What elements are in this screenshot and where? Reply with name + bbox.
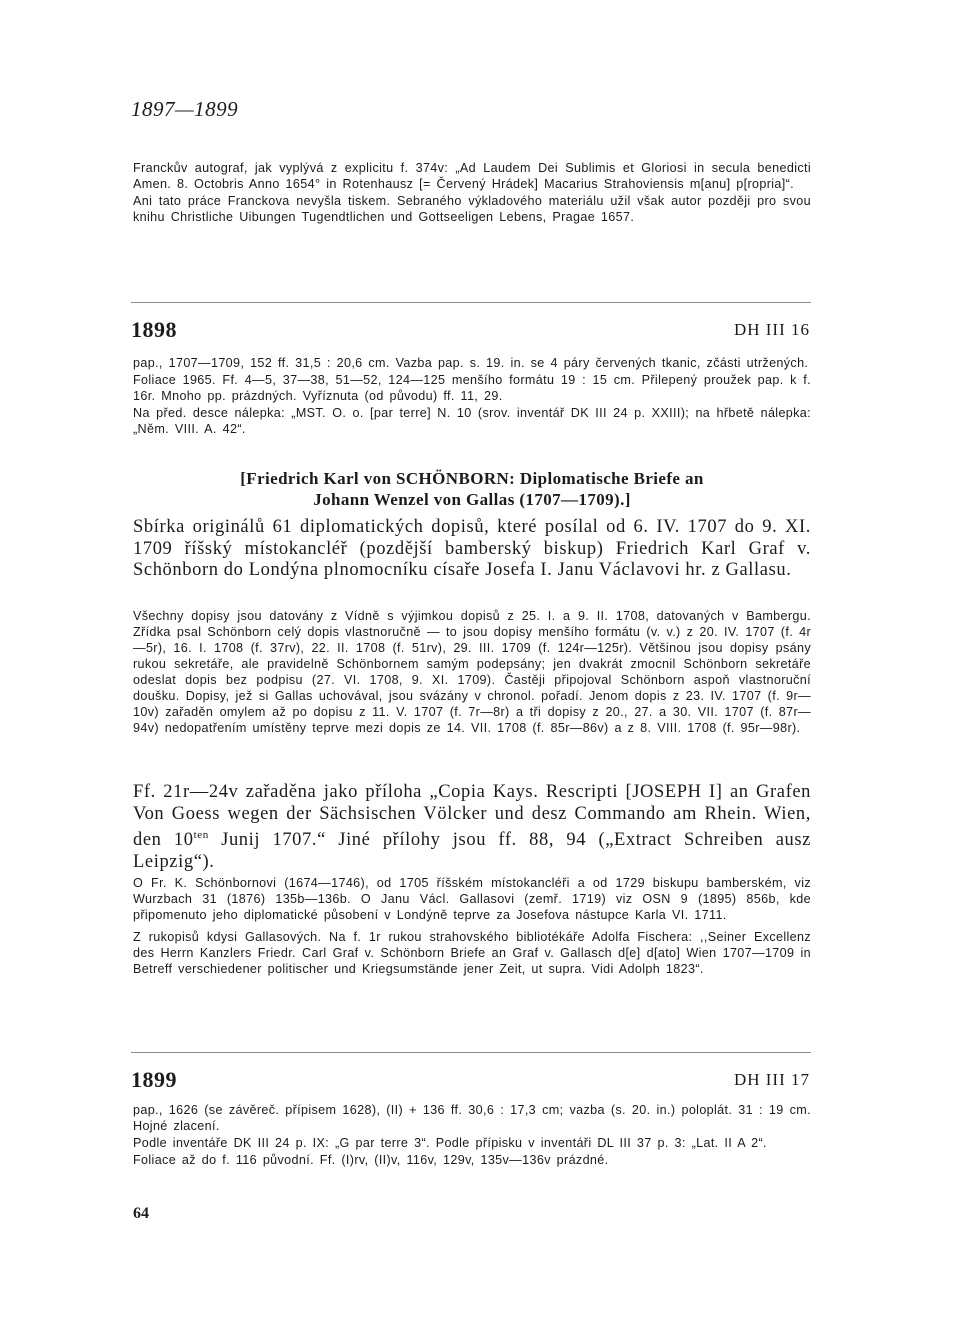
description-paragraph: Foliace až do f. 116 původní. Ff. (I)rv, (II)v, 116v, 129v, 135v—136v prázdné. [133,1153,609,1167]
notes-1898 [133,875,811,977]
intro-paragraph: Ani tato práce Franckova nevyšla tiskem. Sebraného výkladového materiálu užil však autor později pro svou knihu Christliche Uibungen Tugendtlichen und Gottseeligen Lebens, Pragae 1657. [133,194,811,224]
page-number: 64 [133,1205,149,1222]
description-paragraph: Na před. desce nálepka: „MST. O. o. [par terre] N. 10 (srov. inventář DK III 24 p. XXIII); na hřbetě nálepka: „Něm. VIII. A. 42“. [133,406,811,436]
description-1899 [133,1102,811,1168]
entry-title-line: [Friedrich Karl von SCHÖNBORN: Diplomatische Briefe an [240,469,704,488]
biography-note: O Fr. K. Schönbornovi (1674—1746), od 1705 říšském místokancléři a od 1729 biskupu bamberském, viz Wurzbach 31 (1876) 135b—136b. O Janu Václ. Gallasovi (zemř. 1719) viz OSN 9 (1895) 856b, kde připomenuto jeho diplomatické působení v Londýně teprve za Josefova nástupce Karla VI. 1711. [133,876,811,922]
appendix-1898 [133,782,811,873]
description-1898 [133,355,811,437]
appendix-text: Junij 1707.“ Jiné přílohy jsou ff. 88, 94 („Extract Schreiben ausz Leipzig“). [133,830,811,872]
appendix-text: Ff. 21r—24v zařaděna jako příloha „Copia Kays. Rescripti [JOSEPH I] an Grafen Von Goess wegen der Sächsischen Völcker und desz Commando am Rhein. Wien, den 10 [133,782,811,851]
appendix-paragraph [133,782,811,873]
description-paragraph: Podle inventáře DK III 24 p. IX: „G par terre 3“. Podle přípisku v inventáři DL III 37 p. 3: „Lat. II A 2“. [133,1136,767,1150]
provenance-note: Z rukopisů kdysi Gallasových. Na f. 1r rukou strahovského bibliotékáře Adolfa Fischera: ,,Seiner Excellenz des Herrn Kanzlers Friedr. Carl Graf v. Schönborn Briefe an Graf v. Gallasch d[e] d[ato] Wien 1707—1709 in Betreff verschiedener politischer und Kriegsumstände jener Zeit, ut supra. Vidi Adolph 1823“. [133,930,811,976]
shelfmark-1899: DH III 17 [733,1070,810,1089]
appendix-superscript: ten [193,829,209,841]
description-paragraph: pap., 1707—1709, 152 ff. 31,5 : 20,6 cm. Vazba pap. s. 19. in. se 4 páry červených tkanic, zčásti utržených. [133,356,809,370]
shelfmark-1898: DH III 16 [733,320,810,339]
running-head: 1897—1899 [131,97,239,121]
entry-number-1899: 1899 [131,1067,177,1092]
entry-title-line: Johann Wenzel von Gallas (1707—1709).] [313,490,631,509]
section-divider [131,302,811,303]
intro-paragraph: Franckův autograf, jak vyplývá z explicitu f. 374v: „Ad Laudem Dei Sublimis et Gloriosi in secula benedicti Amen. 8. Octobris Anno 1654° in Rotenhausz [= Červený Hrádek] Macarius Strahoviensis m[anu] p[ropria]“. [133,161,811,191]
section-divider [131,1052,811,1053]
description-paragraph: Foliace 1965. Ff. 4—5, 37—38, 51—52, 124—125 menšího formátu 19 : 15 cm. Přilepený proužek pap. k f. 16r. Mnoho pp. prázdných. Vyříznuta (od původu) ff. 11, 29. [133,373,811,403]
entry-number-1898: 1898 [131,317,177,342]
intro-section [133,160,811,225]
entry-title-1898 [133,468,811,510]
note-1898 [133,608,811,736]
description-paragraph: pap., 1626 (se závěreč. přípisem 1628), (II) + 136 ff. 30,6 : 17,3 cm; vazba (s. 20. in.) poloplát. 31 : 19 cm. Hojné zlacení. [133,1103,811,1133]
letters-note: Všechny dopisy jsou datovány z Vídně s výjimkou dopisů z 25. I. a 9. II. 1708, datovaných v Bambergu. Zřídka psal Schönborn celý dopis vlastnoručně — to jsou dopisy menšího formátu (v. v.) z 20. IV. 1707 (f. 4r—5r), 16. I. 1708 (f. 37rv), 22. II. 1708 (f. 51rv), 29. III. 1709 (f. 124r—125r). Většinou jsou dopisy psány rukou sekretáře, ale pravidelně Schönbornem samým podepsány; jen dvakrát zmocnil Schönborn sekretáře odeslat dopis bez podpisu (27. VI. 1708, 9. XI. 1709). Častěji připojoval Schönborn aspoň vlastnoruční doušku. Dopisy, jež si Gallas uchovával, jsou svázány v chronol. pořadí. Jenom dopis z 23. IV. 1707 (f. 9r—10v) zařaděn omylem až po dopisu z 11. V. 1707 (f. 7r—8r) a tři dopisy z 20., 27. a 30. VII. 1707 (f. 87r—94v) nedopatřením umístěny teprve mezi dopis ze 14. VII. 1708 (f. 85r—86v) a z 8. VIII. 1708 (f. 95r—98r). [133,609,811,735]
content-1898 [133,517,811,582]
content-summary: Sbírka originálů 61 diplomatických dopisů, které posílal od 6. IV. 1707 do 9. XI. 1709 říšský místokancléř (pozdější bamberský biskup) Friedrich Karl Graf v. Schönborn do Londýna plnomocníku císaře Josefa I. Janu Václavovi hr. z Gallasu. [133,517,811,580]
